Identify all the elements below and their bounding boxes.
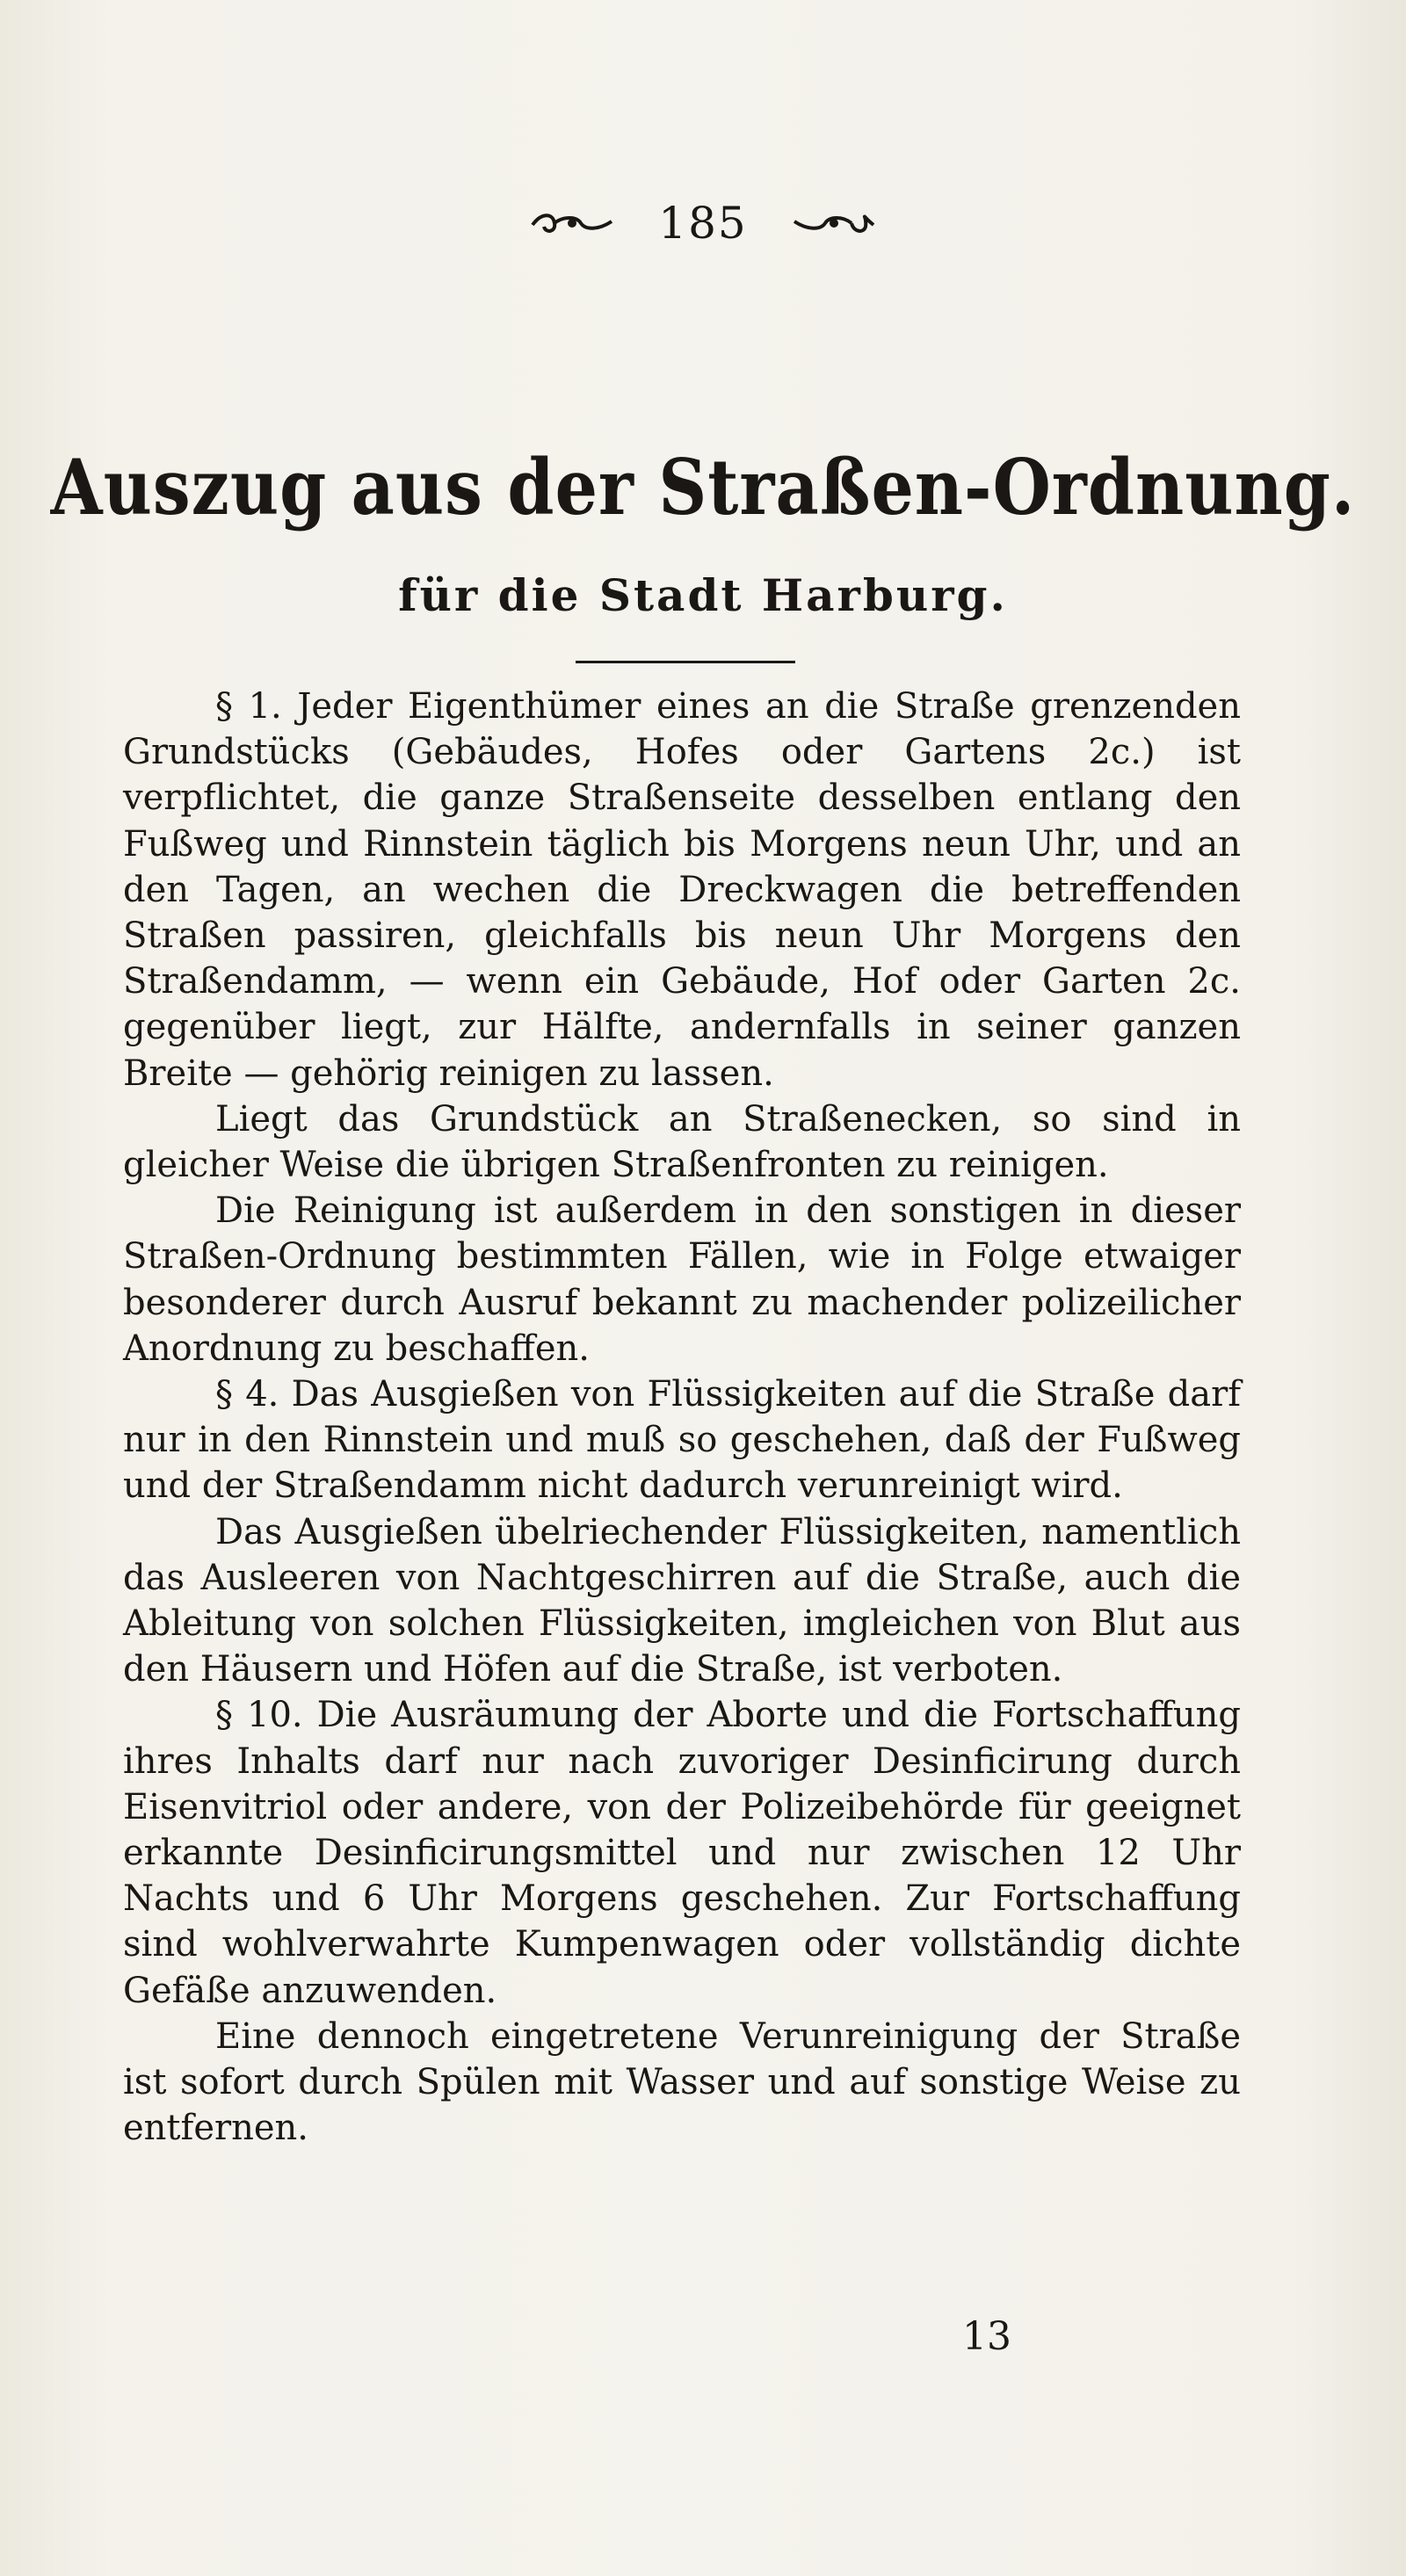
page-number: 185 [658, 198, 748, 249]
paragraph-street-corners: Liegt das Grundstück an Straßenecken, so sind in gleicher Weise die übrigen Straßenfronten zu reinigen. [123, 1098, 1241, 1186]
page-header [0, 198, 1406, 249]
page-title: Auszug aus der Straßen-Ordnung. [50, 442, 1356, 532]
paragraph-section-1: § 1. Jeder Eigenthümer eines an die Straße grenzenden Grundstücks (Gebäudes, Hofes oder Gartens 2c.) ist verpflichtet, die ganze Straßenseite desselben entlang den Fußweg und Rinnstein täglich bis Morgens neun Uhr, und an den Tagen, an wechen die Dreckwagen die betreffenden Straßen passiren, gleichfalls bis neun Uhr Morgens den Straßendamm, — wenn ein Gebäude, Hof oder Garten 2c. gegenüber liegt, zur Hälfte, andernfalls in seiner ganzen Breite — gehörig reinigen zu lassen. [123, 686, 1241, 1094]
left-ornament-icon [528, 206, 616, 241]
title-divider [576, 661, 795, 663]
paragraph-removal: Eine dennoch eingetretene Verunreinigung der Straße ist sofort durch Spülen mit Wasser und auf sonstige Weise zu entfernen. [123, 2015, 1241, 2149]
paragraph-section-4: § 4. Das Ausgießen von Flüssigkeiten auf die Straße darf nur in den Rinnstein und muß so geschehen, daß der Fußweg und der Straßendamm nicht dadurch verunreinigt wird. [123, 1374, 1241, 1507]
page-subtitle: für die Stadt Harburg. [398, 569, 1008, 621]
paragraph-pouring: Das Ausgießen übelriechender Flüssigkeiten, namentlich das Ausleeren von Nachtgeschirren auf die Straße, auch die Ableitung von solchen Flüssigkeiten, imgleichen von Blut aus den Häusern und Höfen auf die Straße, ist verboten. [123, 1511, 1241, 1690]
paragraph-section-10: § 10. Die Ausräumung der Aborte und die Fortschaffung ihres Inhalts darf nur nach zuvoriger Desinficirung durch Eisenvitriol oder andere, von der Polizeibehörde für geeignet erkannte Desinficirungsmittel und nur zwischen 12 Uhr Nachts und 6 Uhr Morgens geschehen. Zur Fortschaffung sind wohlverwahrte Kumpenwagen oder vollständig dichte Gefäße anzuwenden. [123, 1695, 1241, 2011]
signature-mark: 13 [962, 2314, 1011, 2359]
right-ornament-icon [790, 206, 878, 241]
paragraph-cleaning: Die Reinigung ist außerdem in den sonstigen in dieser Straßen-Ordnung bestimmten Fällen, wie in Folge etwaiger besonderer durch Ausruf bekannt zu machender polizeilicher Anordnung zu beschaffen. [123, 1190, 1241, 1369]
body-text [123, 684, 1241, 2152]
